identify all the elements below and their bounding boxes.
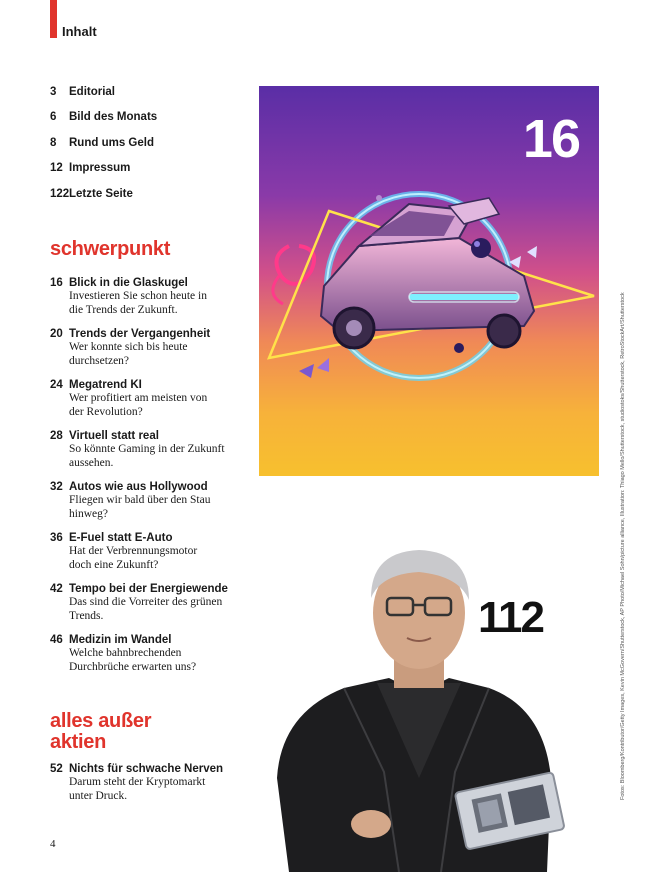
toc-entry[interactable] [50, 763, 250, 803]
toc-item-title: Impressum [69, 162, 131, 174]
toc-item[interactable] [50, 111, 157, 123]
desc-line: Wer profitiert am meisten von [69, 392, 208, 404]
toc-item[interactable] [50, 162, 130, 174]
toc-page-number: 12 [50, 162, 63, 174]
desc-line: aussehen. [69, 456, 114, 469]
desc-line: Investieren Sie schon heute in [69, 290, 207, 302]
desc-line: Welche bahnbrechenden [69, 647, 182, 659]
sphere [471, 238, 491, 258]
toc-page-number: 32 [50, 481, 63, 493]
sphere [454, 343, 464, 353]
toc-entry[interactable] [50, 430, 250, 470]
desc-line: der Revolution? [69, 405, 143, 418]
desc-line: Fliegen wir bald über den Stau [69, 494, 211, 506]
section-title: Inhalt [62, 24, 97, 39]
speaker-artwork [259, 528, 579, 872]
toc-entry-desc [69, 341, 250, 368]
toc-entry-desc [69, 647, 250, 674]
toc-entry-title: Nichts für schwache Nerven [69, 763, 224, 775]
toc-entry-desc [69, 443, 250, 470]
section-heading-line: aktien [50, 731, 107, 753]
toc-page-number: 46 [50, 634, 63, 646]
page-number: 4 [50, 838, 56, 850]
speaker-photo[interactable] [259, 528, 579, 872]
pink-swirl [277, 246, 315, 284]
toc-entry-title: Tempo bei der Energiewende [69, 583, 228, 595]
toc-entry-desc [69, 776, 250, 803]
accent-bar [50, 0, 57, 38]
toc-page-number: 42 [50, 583, 63, 595]
toc-item-title: Editorial [69, 86, 116, 98]
desc-line: Trends. [69, 609, 104, 622]
toc-entry-title: Autos wie aus Hollywood [69, 481, 208, 493]
section-heading-alles-ausser-aktien [50, 711, 151, 753]
desc-line: unter Druck. [69, 789, 128, 802]
toc-entry-title: Virtuell statt real [69, 430, 159, 442]
toc-entry-desc [69, 392, 250, 419]
toc-entry-desc [69, 596, 250, 623]
toc-item-title: Bild des Monats [69, 111, 158, 123]
toc-entry[interactable] [50, 532, 250, 572]
toc-entry-desc [69, 545, 250, 572]
desc-line: So könnte Gaming in der Zukunft [69, 443, 225, 455]
toc-entry-desc [69, 290, 250, 317]
toc-entry[interactable] [50, 379, 250, 419]
headlight-bar [409, 294, 519, 300]
small-triangle [299, 364, 314, 378]
toc-item[interactable] [50, 188, 133, 200]
toc-item-title: Rund ums Geld [69, 137, 154, 149]
toc-page-number: 6 [50, 111, 57, 123]
desc-line: Wer konnte sich bis heute [69, 341, 188, 353]
sphere [376, 195, 382, 201]
toc-page-number: 52 [50, 763, 63, 775]
toc-page-number: 24 [50, 379, 63, 391]
desc-line: die Trends der Zukunft. [69, 303, 178, 316]
toc-page-number: 8 [50, 137, 57, 149]
desc-line: hinweg? [69, 507, 108, 520]
toc-page-number: 28 [50, 430, 63, 442]
toc-page-number: 20 [50, 328, 63, 340]
toc-entry-desc [69, 494, 250, 521]
toc-entry[interactable] [50, 277, 250, 317]
desc-line: doch eine Zukunft? [69, 558, 159, 571]
desc-line: Das sind die Vorreiter des grünen [69, 596, 223, 608]
car-wheel [488, 315, 520, 347]
desc-line: Durchbrüche erwarten uns? [69, 660, 197, 673]
desc-line: Hat der Verbrennungsmotor [69, 545, 198, 557]
toc-entry-title: E-Fuel statt E-Auto [69, 532, 173, 544]
photo-credits: Fotos: Bloomberg/Kontributor/Getty Images, Kevin McGovern/Shutterstock, AP Photo/Michael Sohn/picture alliance, Illustration: Thiago Mello/Shutterstock, studiostoks/Shutterstock, RetroStockArt/Shutterstock [620, 292, 626, 800]
toc-entry[interactable] [50, 583, 250, 623]
page-number-112: 112 [478, 593, 543, 642]
toc-item[interactable] [50, 137, 154, 149]
toc-page-number: 122 [50, 188, 70, 200]
page-number-16: 16 [522, 109, 579, 169]
toc-item-title: Letzte Seite [69, 188, 133, 200]
toc-entry[interactable] [50, 634, 250, 674]
toc-entry-title: Trends der Vergangenheit [69, 328, 211, 340]
toc-entry[interactable] [50, 328, 250, 368]
desc-line: Darum steht der Kryptomarkt [69, 776, 206, 788]
toc-page-number: 36 [50, 532, 63, 544]
toc-item[interactable] [50, 86, 115, 98]
toc-entry-title: Megatrend KI [69, 379, 142, 391]
toc-page-number: 3 [50, 86, 57, 98]
section-heading-line: alles außer [50, 710, 152, 732]
toc-entry[interactable] [50, 481, 250, 521]
section-heading-schwerpunkt: schwerpunkt [50, 238, 171, 260]
hand [351, 810, 391, 838]
desc-line: durchsetzen? [69, 354, 130, 367]
retro-car-illustration[interactable] [259, 86, 599, 476]
toc-page-number: 16 [50, 277, 63, 289]
toc-entry-title: Medizin im Wandel [69, 634, 172, 646]
toc-entry-title: Blick in die Glaskugel [69, 277, 188, 289]
